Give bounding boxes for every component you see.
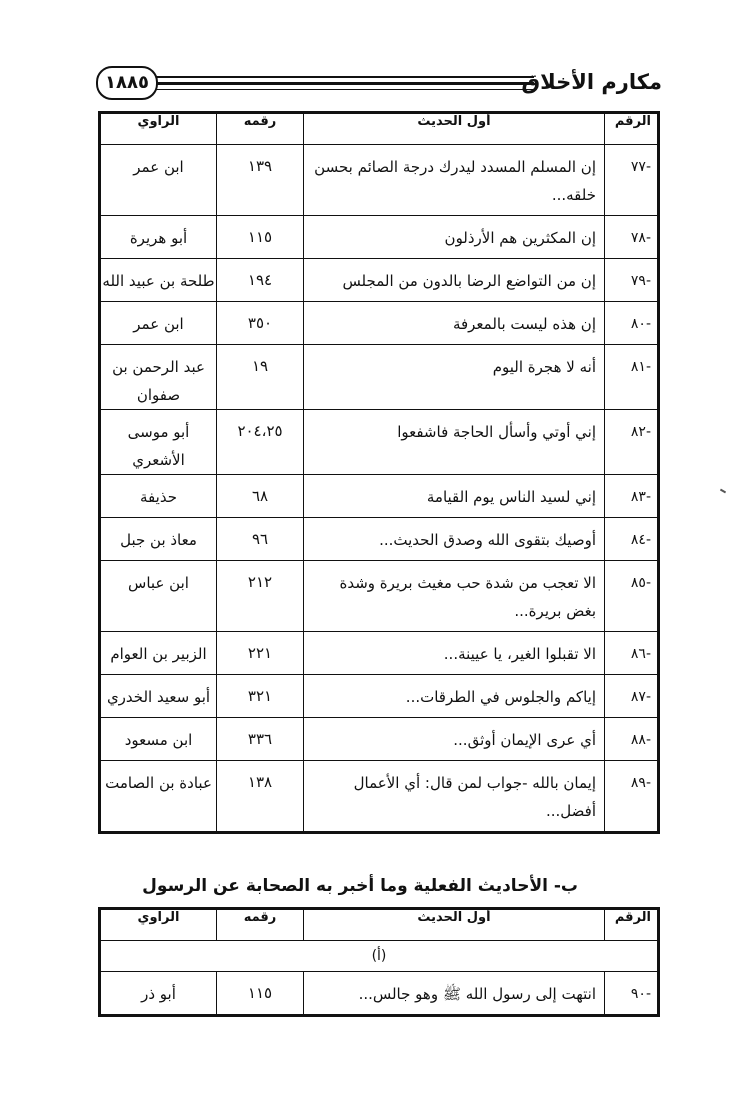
- table-row: [100, 632, 659, 675]
- subheading-row: [100, 941, 659, 972]
- row-number: -٨٧: [605, 675, 659, 718]
- table-row: [100, 302, 659, 345]
- column-header-reference: رقمه: [217, 909, 304, 941]
- row-hadith-text: إني أوتي وأسأل الحاجة فاشفعوا: [304, 410, 605, 475]
- row-number: -٨٠: [605, 302, 659, 345]
- table-row: [100, 518, 659, 561]
- row-narrator: أبو سعيد الخدري: [100, 675, 217, 718]
- table-row: [100, 259, 659, 302]
- row-hadith-text: إن هذه ليست بالمعرفة: [304, 302, 605, 345]
- table-row: [100, 345, 659, 410]
- scan-speck: [720, 489, 726, 494]
- row-number: -٨٢: [605, 410, 659, 475]
- row-reference: ٢٠٤،٢٥: [217, 410, 304, 475]
- row-reference: ١١٥: [217, 972, 304, 1016]
- table-row: [100, 718, 659, 761]
- row-narrator: أبو موسى الأشعري: [100, 410, 217, 475]
- row-narrator: الزبير بن العوام: [100, 632, 217, 675]
- row-number: -٨٨: [605, 718, 659, 761]
- row-hadith-text: أي عرى الإيمان أوثق...: [304, 718, 605, 761]
- page-number: ١٨٨٥: [96, 66, 158, 100]
- column-header-narrator: الراوي: [100, 909, 217, 941]
- row-number: -٨٥: [605, 561, 659, 632]
- row-narrator: ابن عمر: [100, 302, 217, 345]
- row-reference: ٩٦: [217, 518, 304, 561]
- column-header-number: الرقم: [605, 113, 659, 145]
- section-heading: ب- الأحاديث الفعلية وما أخبر به الصحابة عن الرسول: [142, 876, 578, 896]
- row-narrator: أبو ذر: [100, 972, 217, 1016]
- row-hadith-text: الا تقبلوا الغير، يا عيينة...: [304, 632, 605, 675]
- row-narrator: حذيفة: [100, 475, 217, 518]
- header-rule: [156, 89, 534, 90]
- table-row: [100, 145, 659, 216]
- actions-hadith-table: [98, 907, 660, 1017]
- row-reference: ١٩٤: [217, 259, 304, 302]
- row-hadith-text: إياكم والجلوس في الطرقات...: [304, 675, 605, 718]
- table-header-row: [100, 113, 659, 145]
- row-hadith-text: إن من التواضع الرضا بالدون من المجلس: [304, 259, 605, 302]
- row-hadith-text: أوصيك بتقوى الله وصدق الحديث...: [304, 518, 605, 561]
- book-title: مكارم الأخلاق: [521, 70, 662, 94]
- table-row: [100, 475, 659, 518]
- row-reference: ١٩: [217, 345, 304, 410]
- row-number: -٧٩: [605, 259, 659, 302]
- table-row: [100, 972, 659, 1016]
- row-hadith-text: أنه لا هجرة اليوم: [304, 345, 605, 410]
- page-header: [96, 66, 662, 102]
- row-hadith-text: انتهت إلى رسول الله ﷺ وهو جالس...: [304, 972, 605, 1016]
- column-header-reference: رقمه: [217, 113, 304, 145]
- column-header-first-hadith: أول الحديث: [304, 909, 605, 941]
- row-hadith-text: إن المسلم المسدد ليدرك درجة الصائم بحسن خلقه...: [304, 145, 605, 216]
- row-number: -٨٩: [605, 761, 659, 833]
- table-row: [100, 561, 659, 632]
- table-row: [100, 675, 659, 718]
- hadith-index-table: [98, 111, 660, 834]
- row-hadith-text: الا تعجب من شدة حب مغيث بريرة وشدة بغض بريرة...: [304, 561, 605, 632]
- column-header-first-hadith: أول الحديث: [304, 113, 605, 145]
- row-narrator: أبو هريرة: [100, 216, 217, 259]
- column-header-number: الرقم: [605, 909, 659, 941]
- row-number: -٩٠: [605, 972, 659, 1016]
- header-rule: [156, 76, 534, 78]
- header-rule: [156, 82, 534, 85]
- table-row: [100, 761, 659, 833]
- row-reference: ١١٥: [217, 216, 304, 259]
- row-reference: ٢٢١: [217, 632, 304, 675]
- row-reference: ١٣٨: [217, 761, 304, 833]
- row-narrator: ابن مسعود: [100, 718, 217, 761]
- row-reference: ٣٥٠: [217, 302, 304, 345]
- row-hadith-text: إن المكثرين هم الأرذلون: [304, 216, 605, 259]
- table-row: [100, 216, 659, 259]
- row-reference: ٣٣٦: [217, 718, 304, 761]
- row-number: -٧٧: [605, 145, 659, 216]
- row-reference: ٢١٢: [217, 561, 304, 632]
- row-number: -٨٦: [605, 632, 659, 675]
- table-header-row: [100, 909, 659, 941]
- row-number: -٨١: [605, 345, 659, 410]
- row-hadith-text: إني لسيد الناس يوم القيامة: [304, 475, 605, 518]
- subheading-label: (أ): [100, 941, 659, 972]
- row-number: -٨٤: [605, 518, 659, 561]
- row-number: -٨٣: [605, 475, 659, 518]
- row-narrator: طلحة بن عبيد الله: [100, 259, 217, 302]
- row-reference: ٣٢١: [217, 675, 304, 718]
- row-narrator: عبادة بن الصامت: [100, 761, 217, 833]
- row-reference: ١٣٩: [217, 145, 304, 216]
- row-narrator: معاذ بن جبل: [100, 518, 217, 561]
- column-header-narrator: الراوي: [100, 113, 217, 145]
- row-narrator: ابن عباس: [100, 561, 217, 632]
- row-hadith-text: إيمان بالله -جواب لمن قال: أي الأعمال أفضل...: [304, 761, 605, 833]
- row-narrator: ابن عمر: [100, 145, 217, 216]
- row-reference: ٦٨: [217, 475, 304, 518]
- row-number: -٧٨: [605, 216, 659, 259]
- table-row: [100, 410, 659, 475]
- row-narrator: عبد الرحمن بن صفوان: [100, 345, 217, 410]
